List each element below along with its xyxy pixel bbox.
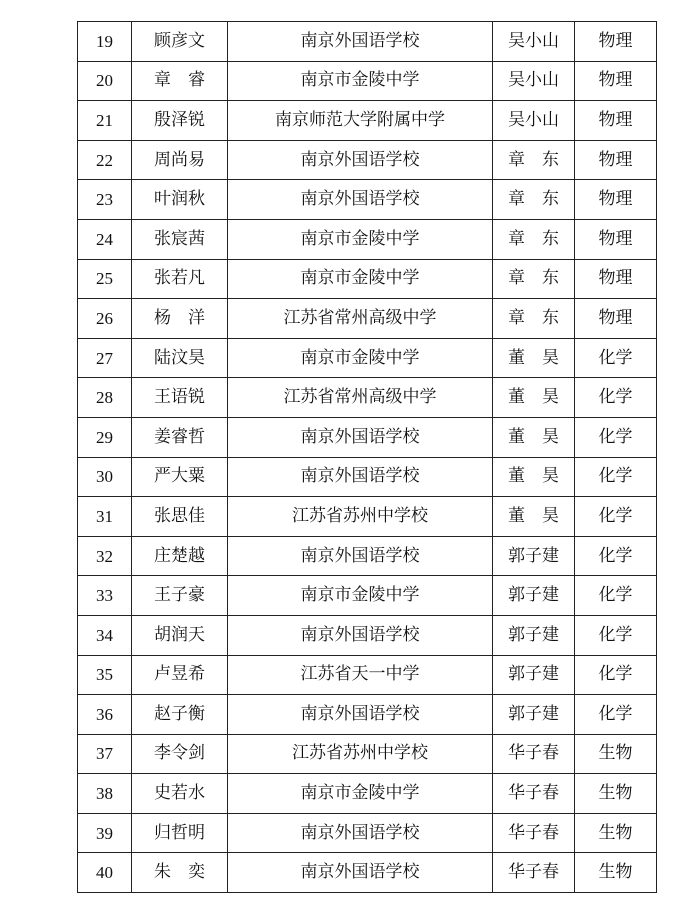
row-number-cell: 24 — [78, 219, 132, 259]
row-number-cell: 20 — [78, 61, 132, 101]
row-number-cell: 39 — [78, 813, 132, 853]
row-number-cell: 31 — [78, 497, 132, 537]
row-number-cell: 25 — [78, 259, 132, 299]
subject-cell: 化学 — [575, 457, 657, 497]
row-number-cell: 28 — [78, 378, 132, 418]
school-cell: 南京市金陵中学 — [228, 338, 493, 378]
school-cell: 南京市金陵中学 — [228, 219, 493, 259]
school-cell: 南京市金陵中学 — [228, 61, 493, 101]
table-row — [78, 219, 657, 259]
student-name-cell: 周尚易 — [132, 140, 228, 180]
school-cell: 南京师范大学附属中学 — [228, 101, 493, 141]
student-name-cell: 庄楚越 — [132, 536, 228, 576]
subject-cell: 化学 — [575, 576, 657, 616]
row-number-cell: 32 — [78, 536, 132, 576]
coach-cell: 章 东 — [493, 259, 575, 299]
student-name-cell: 张宸茜 — [132, 219, 228, 259]
student-name-cell: 张思佳 — [132, 497, 228, 537]
table-row — [78, 140, 657, 180]
table-row — [78, 338, 657, 378]
school-cell: 江苏省苏州中学校 — [228, 734, 493, 774]
coach-cell: 董 昊 — [493, 497, 575, 537]
row-number-cell: 40 — [78, 853, 132, 893]
school-cell: 江苏省天一中学 — [228, 655, 493, 695]
school-cell: 南京市金陵中学 — [228, 259, 493, 299]
subject-cell: 物理 — [575, 140, 657, 180]
subject-cell: 化学 — [575, 536, 657, 576]
subject-cell: 物理 — [575, 180, 657, 220]
row-number-cell: 27 — [78, 338, 132, 378]
student-name-cell: 章 睿 — [132, 61, 228, 101]
school-cell: 南京市金陵中学 — [228, 576, 493, 616]
row-number-cell: 29 — [78, 417, 132, 457]
coach-cell: 吴小山 — [493, 61, 575, 101]
subject-cell: 化学 — [575, 417, 657, 457]
row-number-cell: 33 — [78, 576, 132, 616]
school-cell: 南京外国语学校 — [228, 813, 493, 853]
student-name-cell: 朱 奕 — [132, 853, 228, 893]
table-row — [78, 180, 657, 220]
coach-cell: 董 昊 — [493, 457, 575, 497]
coach-cell: 董 昊 — [493, 338, 575, 378]
student-roster-table — [77, 21, 657, 893]
student-name-cell: 严大粟 — [132, 457, 228, 497]
school-cell: 江苏省苏州中学校 — [228, 497, 493, 537]
coach-cell: 吴小山 — [493, 101, 575, 141]
row-number-cell: 26 — [78, 299, 132, 339]
student-name-cell: 叶润秋 — [132, 180, 228, 220]
subject-cell: 物理 — [575, 61, 657, 101]
table-row — [78, 101, 657, 141]
subject-cell: 化学 — [575, 497, 657, 537]
table-row — [78, 734, 657, 774]
student-name-cell: 李令剑 — [132, 734, 228, 774]
school-cell: 南京外国语学校 — [228, 695, 493, 735]
student-name-cell: 顾彦文 — [132, 22, 228, 62]
student-name-cell: 赵子衡 — [132, 695, 228, 735]
student-name-cell: 王语锐 — [132, 378, 228, 418]
coach-cell: 郭子建 — [493, 536, 575, 576]
coach-cell: 吴小山 — [493, 22, 575, 62]
school-cell: 南京外国语学校 — [228, 536, 493, 576]
student-name-cell: 殷泽锐 — [132, 101, 228, 141]
row-number-cell: 23 — [78, 180, 132, 220]
coach-cell: 章 东 — [493, 299, 575, 339]
coach-cell: 董 昊 — [493, 417, 575, 457]
coach-cell: 华子春 — [493, 734, 575, 774]
table-row — [78, 615, 657, 655]
subject-cell: 生物 — [575, 813, 657, 853]
subject-cell: 物理 — [575, 22, 657, 62]
row-number-cell: 36 — [78, 695, 132, 735]
table-row — [78, 655, 657, 695]
student-name-cell: 王子豪 — [132, 576, 228, 616]
coach-cell: 华子春 — [493, 853, 575, 893]
subject-cell: 物理 — [575, 259, 657, 299]
row-number-cell: 34 — [78, 615, 132, 655]
table-row — [78, 695, 657, 735]
coach-cell: 章 东 — [493, 140, 575, 180]
student-name-cell: 姜睿哲 — [132, 417, 228, 457]
school-cell: 南京外国语学校 — [228, 22, 493, 62]
school-cell: 南京外国语学校 — [228, 140, 493, 180]
subject-cell: 化学 — [575, 655, 657, 695]
subject-cell: 化学 — [575, 615, 657, 655]
row-number-cell: 37 — [78, 734, 132, 774]
table-row — [78, 457, 657, 497]
subject-cell: 物理 — [575, 101, 657, 141]
student-name-cell: 张若凡 — [132, 259, 228, 299]
coach-cell: 华子春 — [493, 813, 575, 853]
subject-cell: 物理 — [575, 299, 657, 339]
school-cell: 江苏省常州高级中学 — [228, 378, 493, 418]
school-cell: 江苏省常州高级中学 — [228, 299, 493, 339]
subject-cell: 物理 — [575, 219, 657, 259]
school-cell: 南京外国语学校 — [228, 615, 493, 655]
table-row — [78, 378, 657, 418]
table-row — [78, 813, 657, 853]
table-row — [78, 259, 657, 299]
table-row — [78, 536, 657, 576]
row-number-cell: 30 — [78, 457, 132, 497]
roster-table-body — [78, 22, 657, 893]
school-cell: 南京外国语学校 — [228, 457, 493, 497]
subject-cell: 生物 — [575, 774, 657, 814]
table-row — [78, 61, 657, 101]
coach-cell: 章 东 — [493, 219, 575, 259]
row-number-cell: 38 — [78, 774, 132, 814]
school-cell: 南京外国语学校 — [228, 853, 493, 893]
table-row — [78, 22, 657, 62]
student-name-cell: 胡润天 — [132, 615, 228, 655]
coach-cell: 郭子建 — [493, 695, 575, 735]
coach-cell: 郭子建 — [493, 576, 575, 616]
row-number-cell: 21 — [78, 101, 132, 141]
subject-cell: 生物 — [575, 734, 657, 774]
table-row — [78, 299, 657, 339]
subject-cell: 化学 — [575, 378, 657, 418]
coach-cell: 董 昊 — [493, 378, 575, 418]
coach-cell: 章 东 — [493, 180, 575, 220]
student-name-cell: 史若水 — [132, 774, 228, 814]
table-row — [78, 853, 657, 893]
school-cell: 南京市金陵中学 — [228, 774, 493, 814]
table-row — [78, 774, 657, 814]
school-cell: 南京外国语学校 — [228, 180, 493, 220]
table-row — [78, 417, 657, 457]
coach-cell: 郭子建 — [493, 655, 575, 695]
row-number-cell: 22 — [78, 140, 132, 180]
coach-cell: 郭子建 — [493, 615, 575, 655]
subject-cell: 化学 — [575, 338, 657, 378]
student-name-cell: 归哲明 — [132, 813, 228, 853]
coach-cell: 华子春 — [493, 774, 575, 814]
subject-cell: 化学 — [575, 695, 657, 735]
student-name-cell: 陆汶昊 — [132, 338, 228, 378]
student-name-cell: 卢昱希 — [132, 655, 228, 695]
school-cell: 南京外国语学校 — [228, 417, 493, 457]
subject-cell: 生物 — [575, 853, 657, 893]
table-row — [78, 576, 657, 616]
student-name-cell: 杨 洋 — [132, 299, 228, 339]
row-number-cell: 35 — [78, 655, 132, 695]
row-number-cell: 19 — [78, 22, 132, 62]
table-row — [78, 497, 657, 537]
